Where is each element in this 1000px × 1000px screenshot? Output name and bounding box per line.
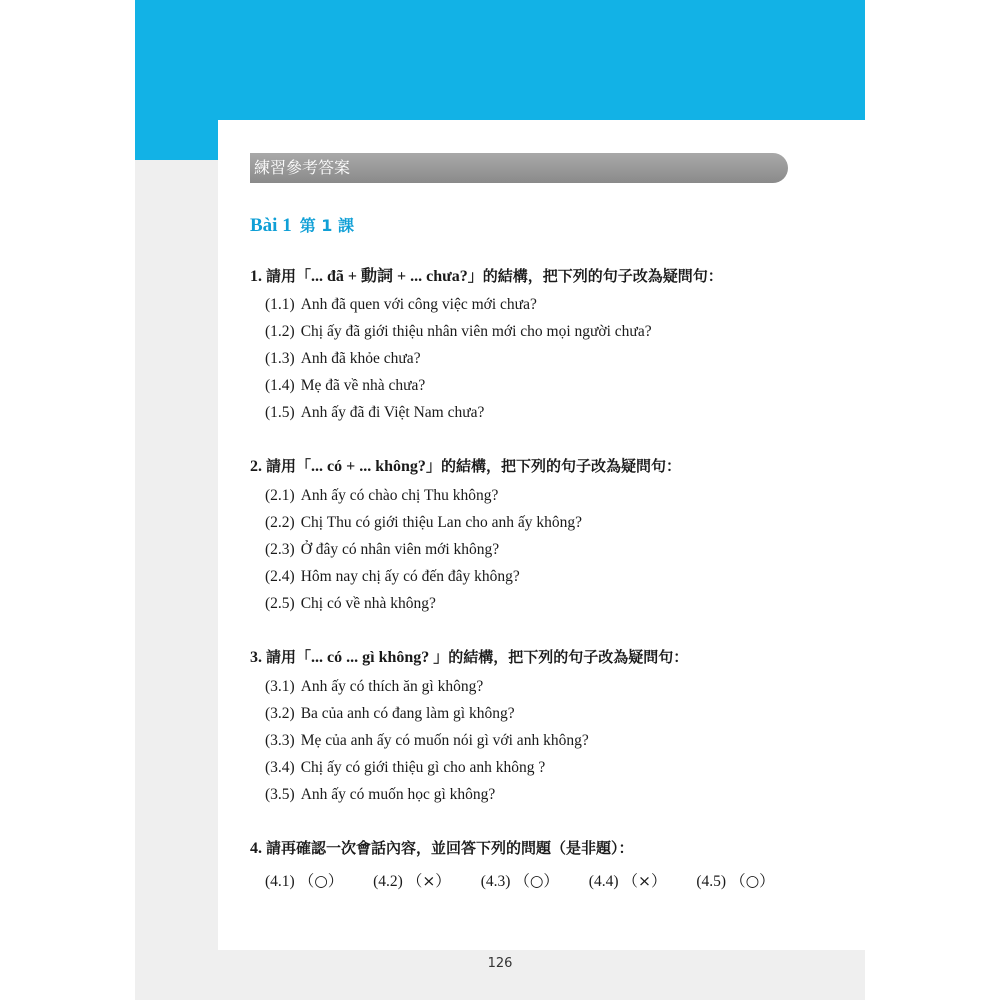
question-number: 1. (250, 268, 262, 285)
answer-item (265, 404, 484, 422)
item-number: (1.4) (265, 377, 295, 394)
item-text: Hôm nay chị ấy có đến đây không? (300, 568, 520, 585)
item-text: Anh ấy có thích ăn gì không? (300, 678, 484, 695)
item-number: (3.1) (265, 678, 295, 695)
item-text: Anh ấy đã đi Việt Nam chưa? (300, 404, 485, 421)
tf-answer (373, 869, 451, 891)
question-suffix: 」的結構，把下列的句子改為疑問句： (433, 648, 689, 666)
tf-answer-number: (4.1) (265, 873, 295, 890)
answer-item (265, 541, 499, 559)
item-text: Ở đây có nhân viên mới không? (300, 541, 500, 558)
item-text: Mẹ của anh ấy có muốn nói gì với anh không? (300, 732, 589, 749)
question-text: 請再確認一次會話內容，並回答下列的問題（是非題）： (266, 839, 634, 857)
question-number: 2. (250, 458, 262, 475)
answer-item (265, 568, 520, 586)
question-pattern: ... có + ... không? (311, 458, 426, 475)
tf-answer (589, 869, 667, 891)
tf-answer-mark: （×） (406, 872, 451, 890)
lesson-title (250, 213, 354, 237)
tf-answer-number: (4.3) (480, 873, 511, 890)
answer-item (265, 514, 582, 532)
item-number: (2.3) (265, 541, 295, 558)
item-number: (2.2) (265, 514, 295, 531)
answer-item (265, 786, 495, 804)
item-text: Anh đã khỏe chưa? (300, 350, 421, 367)
question-suffix: 」的結構，把下列的句子改為疑問句： (425, 457, 681, 475)
lesson-title-vi: Bài 1 (250, 215, 292, 236)
section-header-title: 練習參考答案 (254, 158, 351, 177)
question-number: 3. (250, 649, 262, 666)
item-number: (3.5) (265, 786, 295, 803)
item-text: Mẹ đã về nhà chưa? (300, 377, 426, 394)
item-text: Anh đã quen với công việc mới chưa? (300, 296, 537, 313)
item-number: (2.4) (265, 568, 295, 585)
tf-answer-mark: （○） (730, 872, 775, 890)
tf-answer (696, 869, 774, 891)
item-number: (2.5) (265, 595, 295, 612)
tf-answer-mark: （○） (298, 872, 344, 890)
item-number: (2.1) (265, 487, 295, 504)
question-1 (250, 263, 723, 286)
item-text: Ba của anh có đang làm gì không? (300, 705, 515, 722)
answer-item (265, 323, 652, 341)
question-number: 4. (250, 840, 262, 857)
item-text: Chị Thu có giới thiệu Lan cho anh ấy không? (300, 514, 582, 531)
item-number: (3.4) (265, 759, 295, 776)
lesson-title-zh: 第 1 課 (299, 216, 354, 235)
question-suffix: 」的結構，把下列的句子改為疑問句： (467, 267, 723, 285)
item-text: Chị ấy đã giới thiệu nhân viên mới cho mọi người chưa? (300, 323, 652, 340)
item-text: Anh ấy có chào chị Thu không? (300, 487, 499, 504)
question-prefix: 請用「 (266, 267, 312, 285)
question-3 (250, 646, 688, 667)
answer-item (265, 705, 515, 723)
tf-answer (265, 869, 343, 891)
question-4 (250, 837, 634, 858)
content-card (218, 120, 865, 950)
tf-answer (481, 869, 559, 891)
item-text: Anh ấy có muốn học gì không? (300, 786, 496, 803)
answer-item (265, 759, 545, 777)
item-text: Chị ấy có giới thiệu gì cho anh không ? (300, 759, 546, 776)
answer-item (265, 732, 589, 750)
tf-answer-number: (4.4) (588, 873, 619, 890)
item-text: Chị có về nhà không? (300, 595, 436, 612)
answer-item (265, 595, 436, 613)
item-number: (3.3) (265, 732, 295, 749)
section-header-bar (250, 153, 788, 183)
answer-item (265, 296, 537, 314)
item-number: (3.2) (265, 705, 295, 722)
item-number: (1.1) (265, 296, 295, 313)
question-pattern: ... có ... gì không? (311, 649, 434, 666)
answer-item (265, 487, 498, 505)
question-prefix: 請用「 (266, 648, 312, 666)
question-prefix: 請用「 (266, 457, 312, 475)
tf-answer-number: (4.2) (373, 873, 403, 890)
tf-answer-mark: （○） (514, 872, 559, 890)
tf-answer-number: (4.5) (696, 873, 727, 890)
item-number: (1.3) (265, 350, 295, 367)
answer-item (265, 350, 421, 368)
tf-answer-mark: （×） (622, 872, 667, 890)
true-false-answers (265, 869, 801, 891)
item-number: (1.2) (265, 323, 295, 340)
item-number: (1.5) (265, 404, 295, 421)
page-number: 126 (487, 956, 513, 971)
answer-item (265, 377, 425, 395)
question-pattern: ... đã + 動詞 + ... chưa? (311, 268, 468, 285)
question-2 (250, 455, 681, 476)
answer-item (265, 678, 483, 696)
